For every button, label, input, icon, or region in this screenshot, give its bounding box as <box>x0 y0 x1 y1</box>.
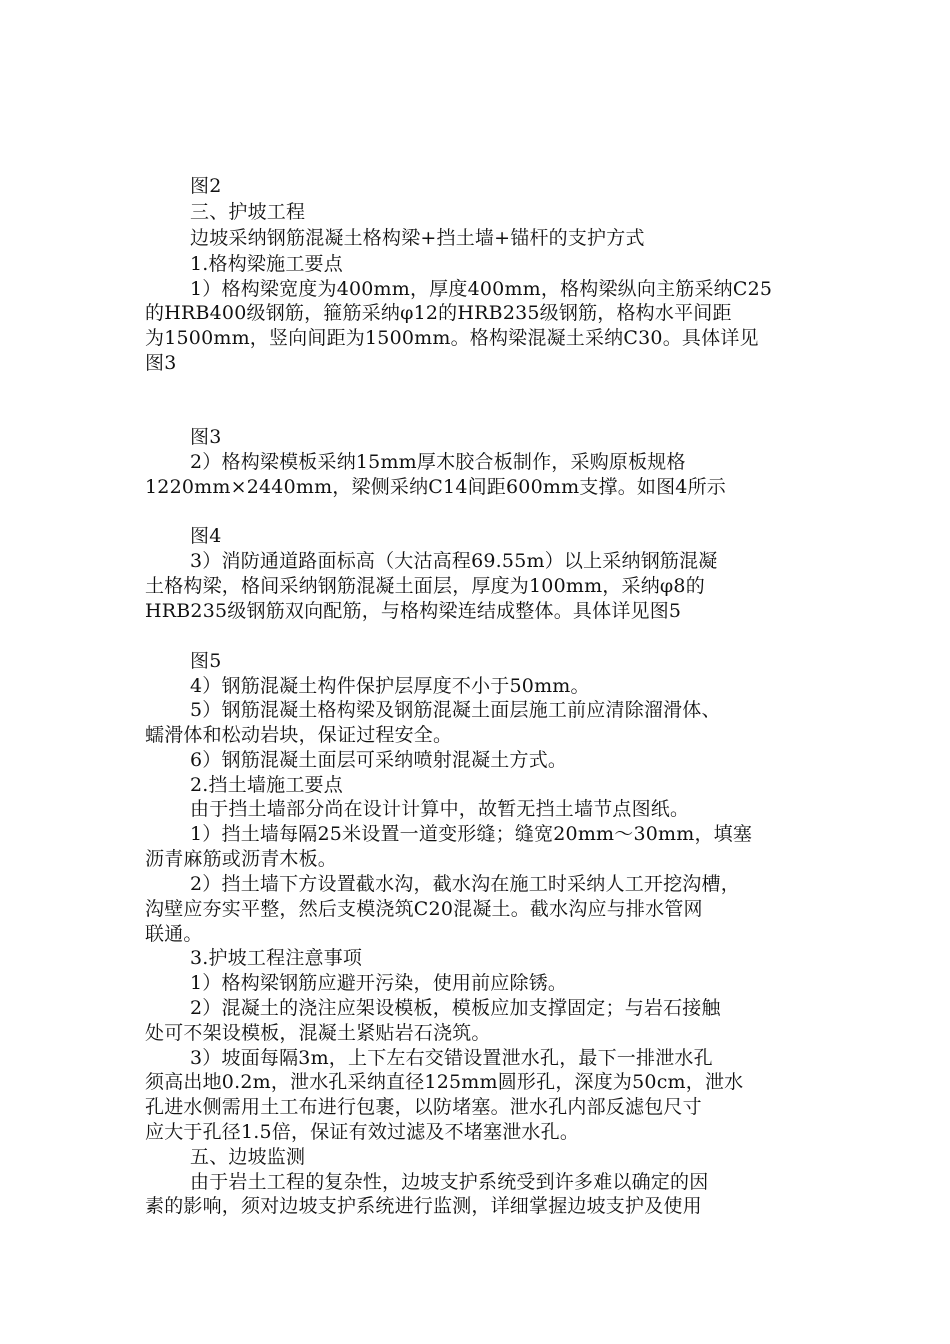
subsection-heading-precautions: 3.护坡工程注意事项 <box>190 947 363 969</box>
figure-caption-5: 图5 <box>190 650 222 672</box>
paragraph-line: 1）格构梁钢筋应避开污染，使用前应除锈。 <box>190 972 568 994</box>
paragraph-line: 处可不架设模板，混凝土紧贴岩石浇筑。 <box>145 1022 491 1044</box>
paragraph-line: 3）消防通道路面标高（大沽高程69.55m）以上采纳钢筋混凝 <box>190 550 718 572</box>
paragraph-line: 沟壁应夯实平整，然后支模浇筑C20混凝土。截水沟应与排水管网 <box>145 898 703 920</box>
paragraph-line: 5）钢筋混凝土格构梁及钢筋混凝土面层施工前应清除溜滑体、 <box>190 699 721 721</box>
paragraph-line: 1）格构梁宽度为400mm，厚度400mm，格构梁纵向主筋采纳C25 <box>190 278 773 300</box>
paragraph-line: 1220mm×2440mm，梁侧采纳C14间距600mm支撑。如图4所示 <box>145 476 726 498</box>
figure-caption-4: 图4 <box>190 525 222 547</box>
paragraph-line: 边坡采纳钢筋混凝土格构梁+挡土墙+锚杆的支护方式 <box>190 227 645 249</box>
paragraph-line: 6）钢筋混凝土面层可采纳喷射混凝土方式。 <box>190 749 568 771</box>
paragraph-line: 孔进水侧需用土工布进行包裹，以防堵塞。泄水孔内部反滤包尺寸 <box>145 1096 702 1118</box>
paragraph-line: 应大于孔径1.5倍，保证有效过滤及不堵塞泄水孔。 <box>145 1121 580 1143</box>
paragraph-line: HRB235级钢筋双向配筋，与格构梁连结成整体。具体详见图5 <box>145 600 682 622</box>
paragraph-line: 4）钢筋混凝土构件保护层厚度不小于50mm。 <box>190 675 590 697</box>
paragraph-line: 土格构梁，格间采纳钢筋混凝土面层，厚度为100mm，采纳φ8的 <box>145 575 705 597</box>
paragraph-line: 3）坡面每隔3m，上下左右交错设置泄水孔，最下一排泄水孔 <box>190 1047 713 1069</box>
figure-caption-2: 图2 <box>190 175 222 197</box>
paragraph-line: 1）挡土墙每隔25米设置一道变形缝；缝宽20mm～30mm，填塞 <box>190 823 753 845</box>
subsection-heading-retaining-wall: 2.挡土墙施工要点 <box>190 774 343 796</box>
paragraph-line: 2）混凝土的浇注应架设模板，模板应加支撑固定；与岩石接触 <box>190 997 721 1019</box>
section-heading-slope-monitoring: 五、边坡监测 <box>190 1146 306 1168</box>
paragraph-line: 2）挡土墙下方设置截水沟，截水沟在施工时采纳人工开挖沟槽， <box>190 873 740 895</box>
figure-caption-3: 图3 <box>190 426 222 448</box>
paragraph-line: 蠕滑体和松动岩块，保证过程安全。 <box>145 724 453 746</box>
paragraph-line: 须高出地0.2m，泄水孔采纳直径125mm圆形孔，深度为50cm，泄水 <box>145 1071 744 1093</box>
paragraph-line: 为1500mm，竖向间距为1500mm。格构梁混凝土采纳C30。具体详见 <box>145 327 759 349</box>
paragraph-line: 由于挡土墙部分尚在设计计算中，故暂无挡土墙节点图纸。 <box>190 798 690 820</box>
paragraph-line: 沥青麻筋或沥青木板。 <box>145 848 338 870</box>
subsection-heading-lattice-beam: 1.格构梁施工要点 <box>190 253 343 275</box>
section-heading-slope-protection: 三、护坡工程 <box>190 201 306 223</box>
paragraph-line: 素的影响，须对边坡支护系统进行监测，详细掌握边坡支护及使用 <box>145 1195 702 1217</box>
paragraph-line: 由于岩土工程的复杂性，边坡支护系统受到许多难以确定的因 <box>190 1171 709 1193</box>
paragraph-line: 2）格构梁模板采纳15mm厚木胶合板制作，采购原板规格 <box>190 451 686 473</box>
paragraph-line: 联通。 <box>145 923 203 945</box>
paragraph-line: 图3 <box>145 352 177 374</box>
paragraph-line: 的HRB400级钢筋，箍筋采纳φ12的HRB235级钢筋，格构水平间距 <box>145 302 732 324</box>
